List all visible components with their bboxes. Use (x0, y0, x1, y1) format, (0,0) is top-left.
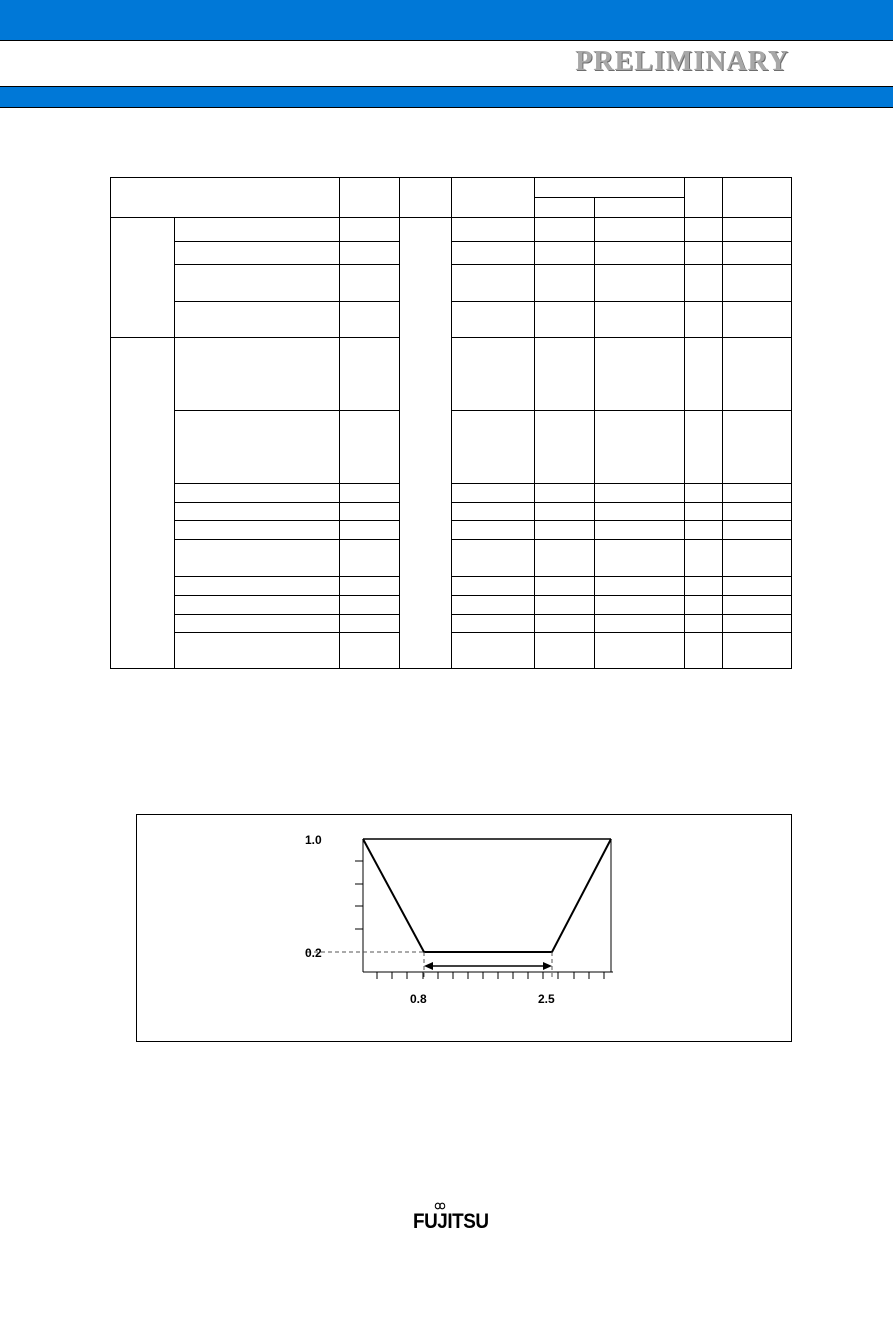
x-label-left: 0.8 (410, 992, 427, 1006)
waveform-figure (137, 815, 791, 1041)
x-ticks (377, 972, 604, 979)
arrow-left-icon (424, 962, 433, 970)
y-label-top: 1.0 (305, 833, 322, 847)
fujitsu-logo (413, 1210, 489, 1234)
preliminary-label: PRELIMINARY (575, 46, 789, 77)
infinity-logo-icon (435, 1201, 446, 1211)
logo-text: FUJITSU (413, 1210, 489, 1233)
x-label-right: 2.5 (538, 992, 555, 1006)
y-ticks (355, 861, 363, 929)
trapezoid-curve (363, 839, 611, 952)
figure-box (136, 814, 792, 1042)
table-row-lines (174, 242, 792, 633)
y-label-bottom: 0.2 (305, 946, 322, 960)
arrow-right-icon (543, 962, 552, 970)
